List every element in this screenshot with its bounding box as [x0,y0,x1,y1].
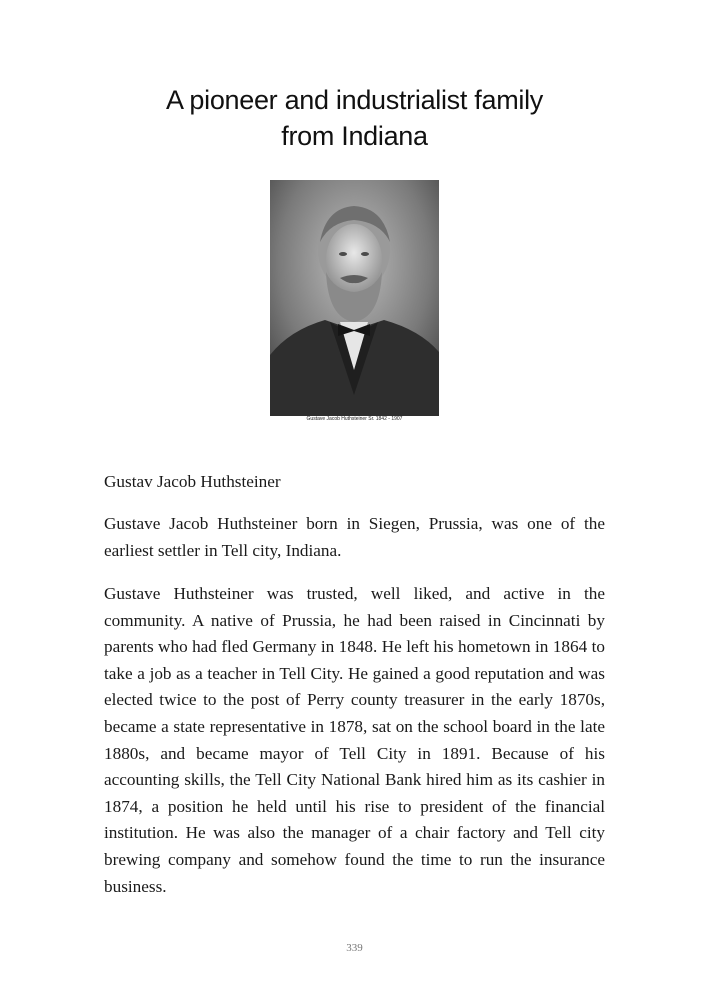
portrait-photo [270,180,439,416]
paragraph-bio: Gustave Huthsteiner was trusted, well liked, and active in the community. A native of Prussia, he had been raised in Cincinnati by parents who had fled Germany in 1848. He left his hometown in 1864 to take a job as a teacher in Tell City. He gained a good reputation and was elected twice to the post of Perry county treasurer in the early 1870s, became a state representative in 1878, sat on the school board in the late 1880s, and became mayor of Tell City in 1891. Because of his accounting skills, the Tell City National Bank hired him as its cashier in 1874, a position he held until his rise to president of the financial institution. He was also the manager of a chair factory and Tell city brewing company and somehow found the time to run the insurance business. [104,584,605,896]
section-name: Gustav Jacob Huthsteiner [104,472,281,491]
title-line-1: A pioneer and industrialist family [165,85,543,115]
photo-caption: Gustave Jacob Huthsteiner Sr. 1842 - 1907 [306,416,403,422]
page-number: 339 [346,942,363,954]
page-title [60,82,649,154]
paragraph-intro: Gustave Jacob Huthsteiner born in Siegen, Prussia, was one of the earliest settler in Tell city, Indiana. [104,514,605,560]
title-line-2: from Indiana [281,121,428,151]
